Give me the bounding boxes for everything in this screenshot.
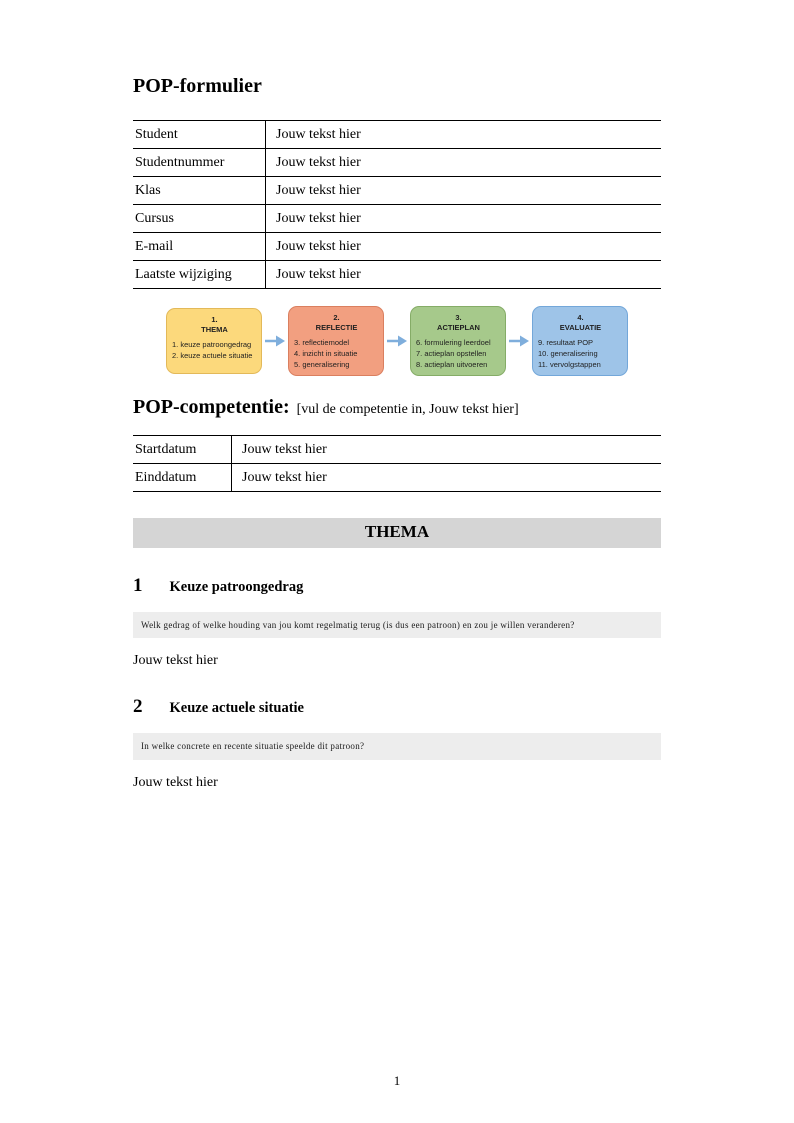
table-row xyxy=(133,205,661,233)
step-number: 2. xyxy=(333,313,340,322)
step-item: 5. generalisering xyxy=(294,360,350,369)
answer-text: Jouw tekst hier xyxy=(133,653,218,669)
step-item: 3. reflectiemodel xyxy=(294,337,350,347)
question-text: Welk gedrag of welke houding van jou komt regelmatig terug (is dus een patroon) en zou je willen veranderen? xyxy=(141,620,575,631)
table-row xyxy=(133,177,661,205)
step-item: 1. keuze patroongedrag xyxy=(172,339,252,349)
row-label: Cursus xyxy=(135,211,174,226)
step-title: THEMA xyxy=(201,324,228,334)
row-label: Startdatum xyxy=(135,442,197,458)
arrow-right-icon xyxy=(506,335,532,347)
row-value: Jouw tekst hier xyxy=(265,177,661,204)
step-number: 4. xyxy=(577,313,584,322)
row-value: Jouw tekst hier xyxy=(265,233,661,260)
row-label: Einddatum xyxy=(135,470,197,486)
date-table xyxy=(133,435,661,492)
section-heading xyxy=(133,575,661,597)
row-value: Jouw tekst hier xyxy=(265,261,661,288)
section-title: Keuze actuele situatie xyxy=(169,700,304,717)
step-item: 6. formulering leerdoel xyxy=(416,337,491,347)
question-box xyxy=(133,612,661,638)
table-row xyxy=(133,261,661,289)
table-row xyxy=(133,121,661,149)
answer-text: Jouw tekst hier xyxy=(133,774,218,790)
section-number: 1 xyxy=(133,575,143,597)
row-label: Student xyxy=(135,127,178,142)
table-row xyxy=(133,149,661,177)
table-row xyxy=(133,436,661,464)
row-label: Klas xyxy=(135,183,161,198)
table-row xyxy=(133,464,661,492)
step-item: 9. resultaat POP xyxy=(538,337,594,347)
arrow-right-icon xyxy=(384,335,410,347)
subsection-keuze-actuele-situatie xyxy=(133,696,661,790)
info-table xyxy=(133,120,661,289)
arrow-right-icon xyxy=(262,335,288,347)
question-text: In welke concrete en recente situatie speelde dit patroon? xyxy=(141,741,365,752)
row-value: Jouw tekst hier xyxy=(231,464,661,491)
thema-banner-title: THEMA xyxy=(364,522,430,542)
step-item: 4. inzicht in situatie xyxy=(294,348,358,358)
competentie-placeholder: [vul de competentie in, Jouw tekst hier] xyxy=(296,402,519,418)
page-title: POP-formulier xyxy=(133,75,262,97)
row-value: Jouw tekst hier xyxy=(265,121,661,148)
step-number: 1. xyxy=(211,315,218,325)
step-item: 10. generalisering xyxy=(538,348,598,358)
section-heading xyxy=(133,696,661,718)
question-box xyxy=(133,733,661,759)
table-row xyxy=(133,233,661,261)
flow-step-reflectie xyxy=(288,306,384,376)
step-item: 2. keuze actuele situatie xyxy=(172,350,253,360)
competentie-heading xyxy=(133,396,661,419)
step-title: REFLECTIE xyxy=(315,322,358,332)
row-label: E-mail xyxy=(135,239,174,254)
step-item: 8. actieplan uitvoeren xyxy=(416,360,488,369)
flow-step-thema xyxy=(166,308,262,374)
step-title: EVALUATIE xyxy=(559,322,602,332)
row-value: Jouw tekst hier xyxy=(231,436,661,463)
flow-step-actieplan xyxy=(410,306,506,376)
row-value: Jouw tekst hier xyxy=(265,205,661,232)
section-number: 2 xyxy=(133,696,143,718)
page-number: 1 xyxy=(393,1073,401,1088)
step-title: ACTIEPLAN xyxy=(437,322,480,332)
competentie-label: POP-competentie: xyxy=(133,396,290,419)
step-item: 7. actieplan opstellen xyxy=(416,348,487,358)
row-label: Studentnummer xyxy=(135,155,225,170)
step-item: 11. vervolgstappen xyxy=(538,360,601,369)
row-value: Jouw tekst hier xyxy=(265,149,661,176)
thema-banner xyxy=(133,518,661,548)
subsection-keuze-patroongedrag xyxy=(133,575,661,669)
flow-diagram xyxy=(133,306,661,376)
step-number: 3. xyxy=(455,313,462,322)
flow-step-evaluatie xyxy=(532,306,628,376)
row-label: Laatste wijziging xyxy=(135,267,232,282)
section-title: Keuze patroongedrag xyxy=(169,579,304,596)
